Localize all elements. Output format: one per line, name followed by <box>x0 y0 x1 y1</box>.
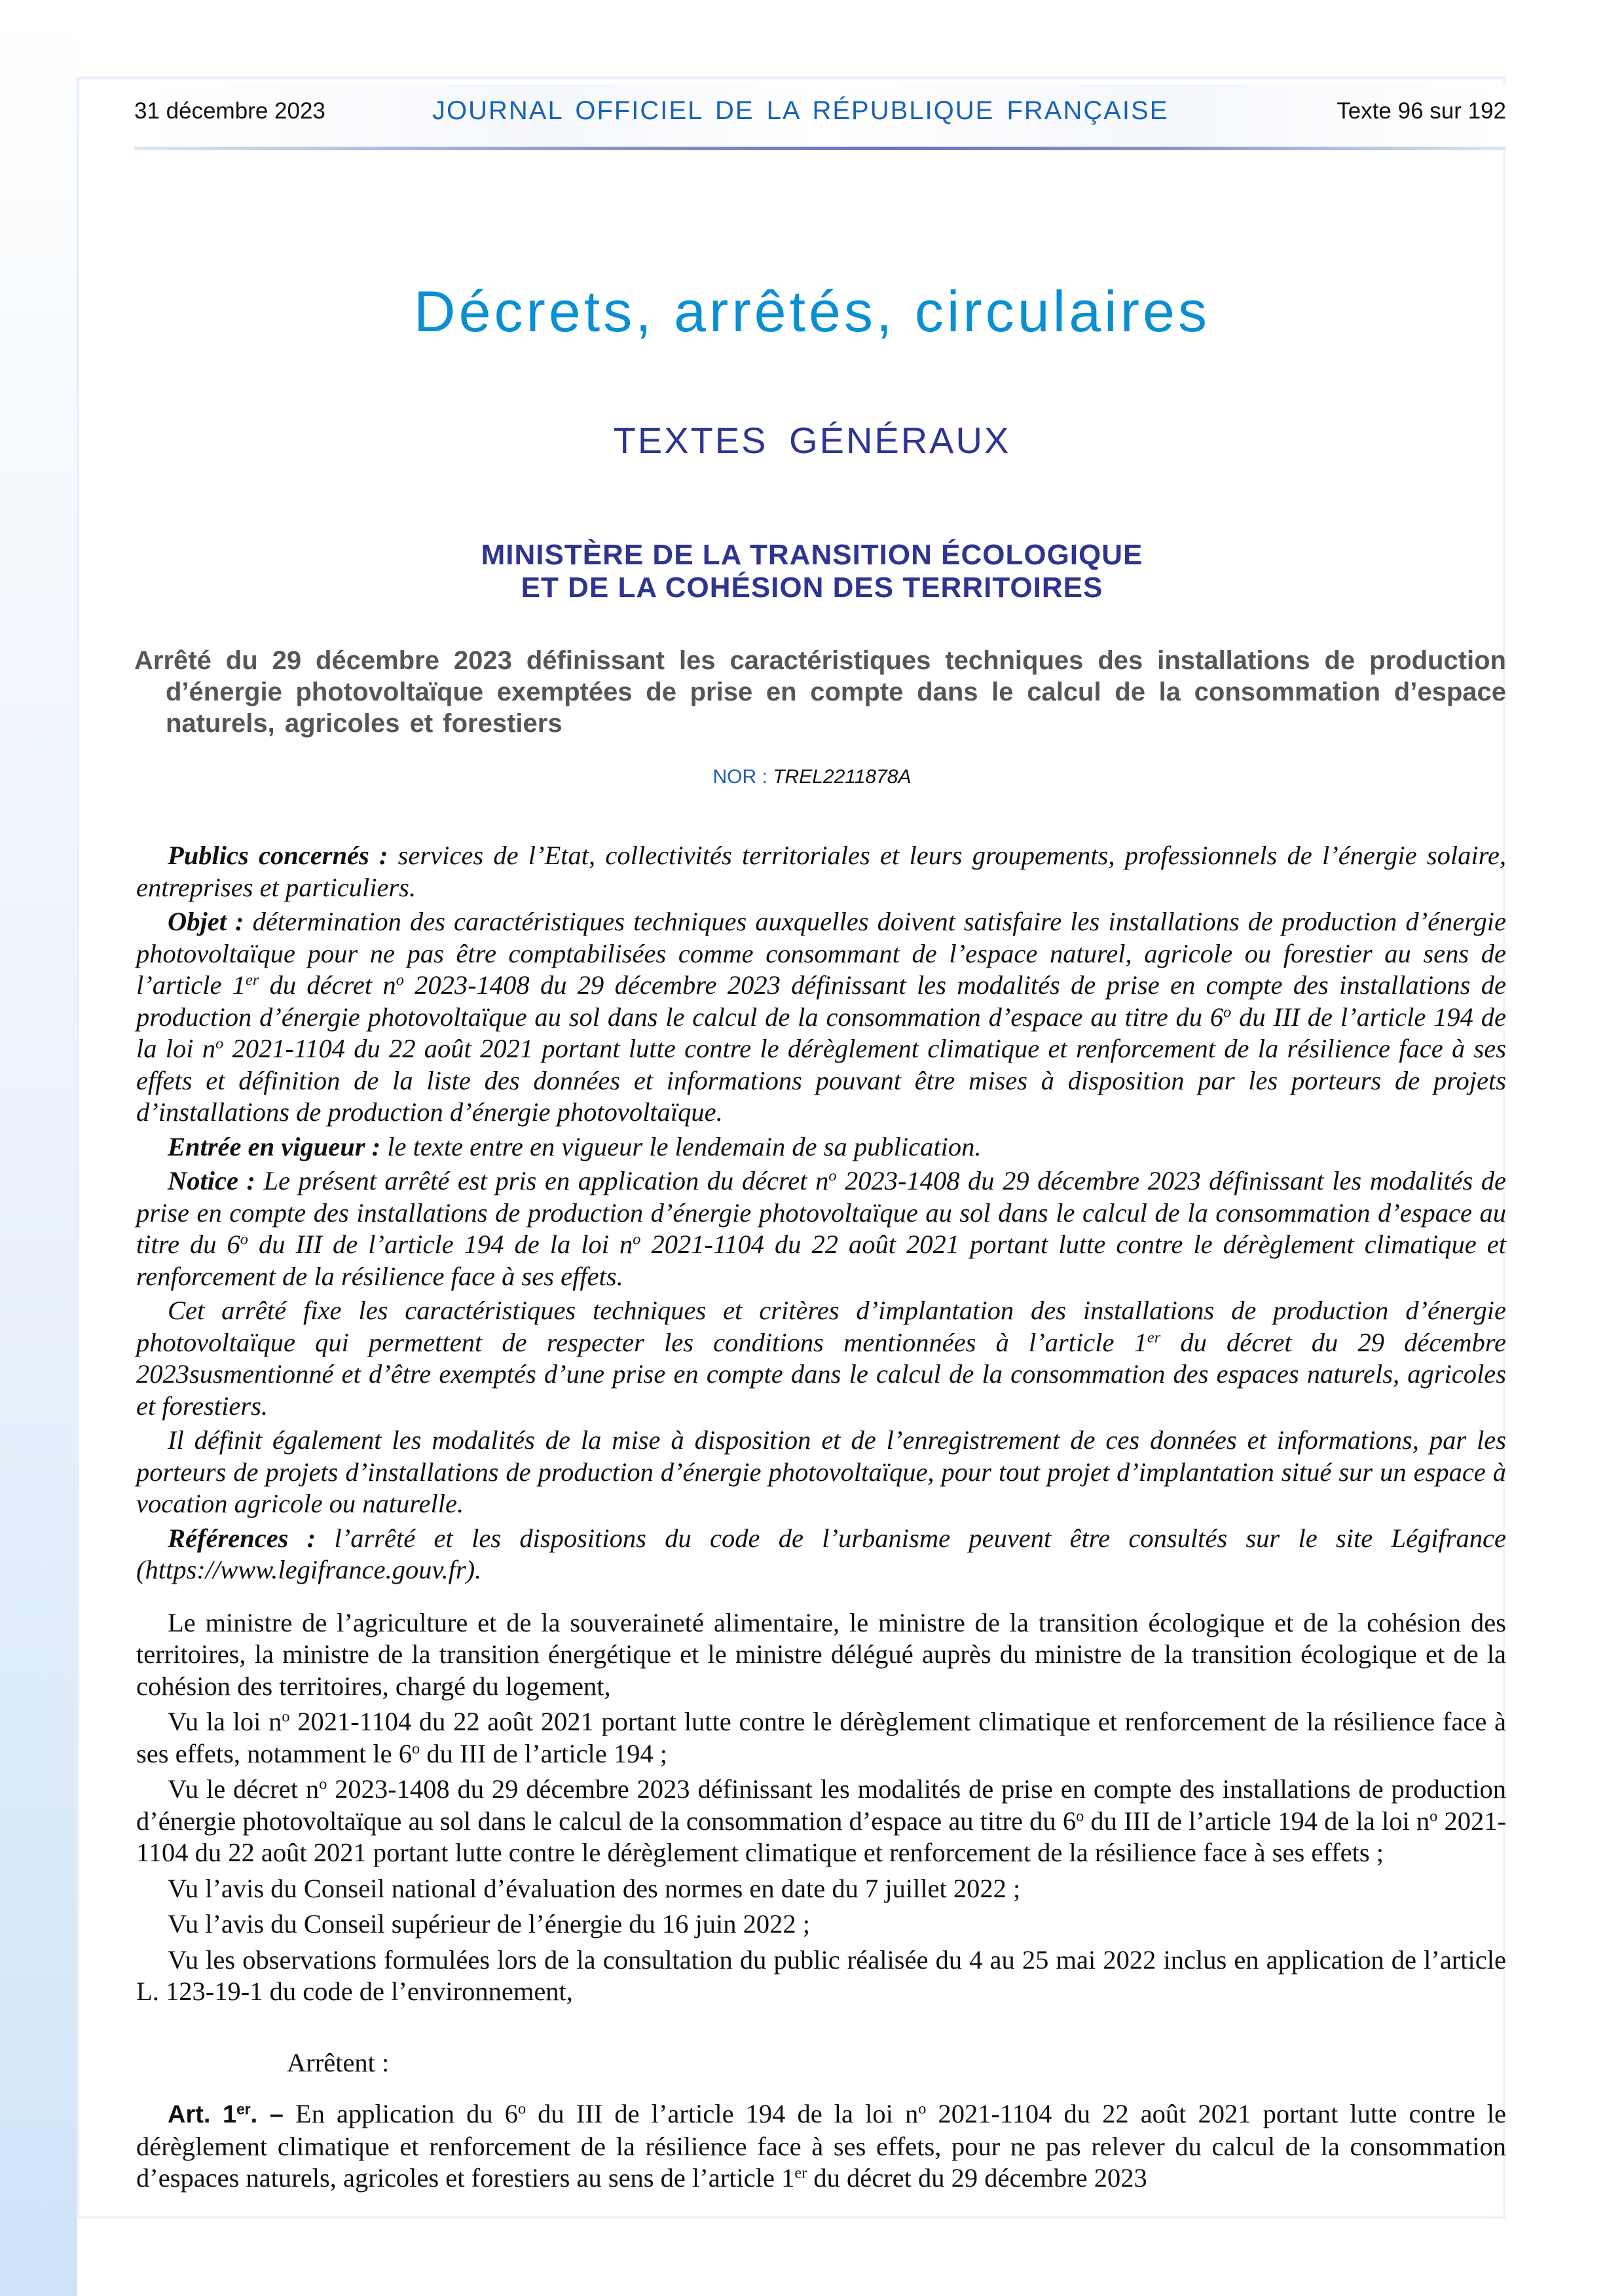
visa-cnen: Vu l’avis du Conseil national d’évaluation des normes en date du 7 juillet 2022 ; <box>168 1873 1021 1903</box>
summary-text: l’arrêté et les dispositions du code de l’urbanisme peuvent être consultés sur le site Légifrance (https://www.legifrance.gouv.fr). <box>136 1523 1506 1584</box>
summary-label: Objet : <box>168 907 244 936</box>
ministry-heading <box>0 539 1624 604</box>
summary-text: Le présent arrêté est pris en application du décret n <box>263 1166 829 1195</box>
running-header <box>134 84 1506 149</box>
summary-text: 2021-1104 du 22 août 2021 portant lutte contre le dérèglement climatique et renforcement de la résilience face à ses effets. <box>136 1230 1506 1291</box>
ministry-line-1: MINISTÈRE DE LA TRANSITION ÉCOLOGIQUE <box>481 539 1143 571</box>
summary-text: Cet arrêté fixe les caractéristiques techniques et critères d’implantation des installations de production d’énergie photovoltaïque qui permettent de respecter les conditions mentionnées à l’article 1 <box>136 1296 1506 1357</box>
summary-references <box>136 1523 1506 1586</box>
superscript: o <box>633 1230 641 1248</box>
summary-entree-en-vigueur <box>136 1131 1506 1163</box>
summary-text: 2023-1408 du 29 décembre 2023 définissant les modalités de prise en compte des installations de production d’énergie photovoltaïque au sol dans le calcul de la consommation d’espace au titre du 6 <box>136 1166 1507 1259</box>
summary-label: Notice : <box>168 1166 255 1195</box>
summary-objet <box>136 906 1506 1129</box>
header-rule <box>134 147 1506 150</box>
superscript: o <box>396 971 404 989</box>
summary-label: Références : <box>168 1523 316 1553</box>
visa-text: Vu le décret n <box>168 1774 320 1804</box>
header-text-number: Texte 96 sur 192 <box>1337 98 1506 124</box>
summary-notice <box>136 1165 1506 1292</box>
superscript: o <box>215 1034 224 1053</box>
section-title: Décrets, arrêtés, circulaires <box>414 279 1210 344</box>
summary-notice-p3: Il définit également les modalités de la mise à disposition et de l’enregistrement de ces données et informations, par les porteurs de projets d’installations de production d’énergie photovoltaïque, pour tout projet d’implantation situé sur un espace à vocation agricole ou naturelle. <box>136 1425 1506 1518</box>
superscript: o <box>1223 1003 1232 1021</box>
summary-text: du III de l’article 194 de la loi n <box>248 1230 633 1259</box>
article-label <box>168 2101 284 2128</box>
superscript: o <box>319 1775 327 1793</box>
summary-text: services de l’Etat, collectivités territoriales et leurs groupements, professionnels de l’énergie solaire, entreprises et particuliers. <box>136 841 1506 902</box>
summary-text: du décret n <box>259 970 396 1000</box>
summary-label: Publics concernés : <box>168 841 388 870</box>
arrete-title: Arrêté du 29 décembre 2023 définissant les caractéristiques techniques des installations de production d’énergie photovoltaïque exemptées de prise en compte dans le calcul de la consommation d’espace naturels, agricoles et forestiers <box>134 646 1506 738</box>
visa-text: 2021-1104 du 22 août 2021 portant lutte contre le dérèglement climatique et renforcement de la résilience face à ses effets, notamment le 6 <box>136 1707 1506 1768</box>
visas-block <box>136 1607 1506 2008</box>
subsection-title: TEXTES GÉNÉRAUX <box>613 420 1011 461</box>
article-text: En application du 6 <box>283 2099 518 2128</box>
header-journal-title: JOURNAL OFFICIEL DE LA RÉPUBLIQUE FRANÇAISE <box>432 96 1169 125</box>
superscript: o <box>828 1167 837 1185</box>
superscript: o <box>1076 1807 1084 1825</box>
article-text: 2021-1104 du 22 août 2021 portant lutte contre le dérèglement climatique et renforcement de la résilience face à ses effets, pour ne pas relever du calcul de la consommation d’espaces naturels, agricoles et forestiers au sens de l’article 1 <box>136 2099 1506 2193</box>
summary-publics <box>136 840 1506 903</box>
summary-label: Entrée en vigueur : <box>168 1131 381 1161</box>
summary-text: 2023-1408 du 29 décembre 2023 définissant les modalités de prise en compte des installations de production d’énergie photovoltaïque au sol dans le calcul de la consommation d’espace au titre du 6 <box>136 970 1506 1032</box>
visa-text: du III de l’article 194 de la loi n <box>1084 1806 1430 1836</box>
visa-decret <box>136 1774 1506 1869</box>
summary-notice-p2 <box>136 1295 1506 1422</box>
arretent-heading: Arrêtent : <box>287 2047 390 2077</box>
superscript: o <box>517 2100 526 2118</box>
visa-text: du III de l’article 194 ; <box>420 1738 668 1768</box>
superscript: er <box>236 2100 251 2118</box>
visa-text: Vu la loi n <box>168 1707 282 1736</box>
article-text: du III de l’article 194 de la loi n <box>526 2099 919 2128</box>
article-text: du décret du 29 décembre 2023 <box>807 2163 1147 2193</box>
nor-value: TREL2211878A <box>773 766 912 788</box>
superscript: o <box>240 1230 248 1248</box>
superscript: o <box>1430 1807 1438 1825</box>
superscript: o <box>282 1707 290 1726</box>
summary-text: 2021-1104 du 22 août 2021 portant lutte contre le dérèglement climatique et renforcement de la résilience face à ses effets et définition de la liste des données et informations pouvant être mises à disposition par les porteurs de projets d’installations de production d’énergie photovoltaïque. <box>136 1034 1506 1127</box>
visa-text: 2021-1104 du 22 août 2021 portant lutte contre le dérèglement climatique et renforcement de la résilience face à ses effets ; <box>136 1806 1506 1867</box>
header-date: 31 décembre 2023 <box>134 98 325 124</box>
article-1 <box>136 2098 1506 2195</box>
summary-text: du décret du 29 décembre 2023susmentionné et d’être exemptés d’une prise en compte dans le calcul de la consommation des espaces naturels, agricoles et forestiers. <box>136 1327 1506 1421</box>
nor-reference <box>0 766 1624 788</box>
visa-text: 2023-1408 du 29 décembre 2023 définissant les modalités de prise en compte des installations de production d’énergie photovoltaïque au sol dans le calcul de la consommation d’espace au titre du 6 <box>136 1774 1506 1836</box>
superscript: o <box>412 1740 420 1758</box>
article-label-dash: . – <box>250 2101 284 2128</box>
superscript: er <box>246 971 259 989</box>
article-label-text: Art. 1 <box>168 2101 237 2128</box>
summary-text: le texte entre en vigueur le lendemain de sa publication. <box>387 1131 982 1161</box>
visa-consultation: Vu les observations formulées lors de la consultation du public réalisée du 4 au 25 mai 2022 inclus en application de l’article L. 123-19-1 du code de l’environnement, <box>136 1944 1506 2006</box>
visa-loi <box>136 1706 1506 1770</box>
ministry-line-2: ET DE LA COHÉSION DES TERRITOIRES <box>521 572 1103 604</box>
summary-block <box>136 840 1506 1586</box>
visa-ministers: Le ministre de l’agriculture et de la souveraineté alimentaire, le ministre de la transition écologique et de la cohésion des territoires, la ministre de la transition énergétique et le ministre délégué auprès du ministre de la transition écologique et de la cohésion des territoires, chargé du logement, <box>136 1607 1506 1701</box>
visa-cse: Vu l’avis du Conseil supérieur de l’énergie du 16 juin 2022 ; <box>168 1909 811 1939</box>
superscript: o <box>918 2100 927 2118</box>
nor-label: NOR : <box>712 766 767 788</box>
summary-text: du III de l’article 194 de la loi n <box>136 1002 1506 1063</box>
summary-text: détermination des caractéristiques techniques auxquelles doivent satisfaire les installations de production d’énergie photovoltaïque pour ne pas être comptabilisées comme consommant de l’espace naturel, agricole ou forestier au sens de l’article 1 <box>136 907 1507 1000</box>
document-body <box>136 840 1506 2195</box>
superscript: er <box>794 2164 807 2182</box>
superscript: er <box>1147 1328 1161 1347</box>
